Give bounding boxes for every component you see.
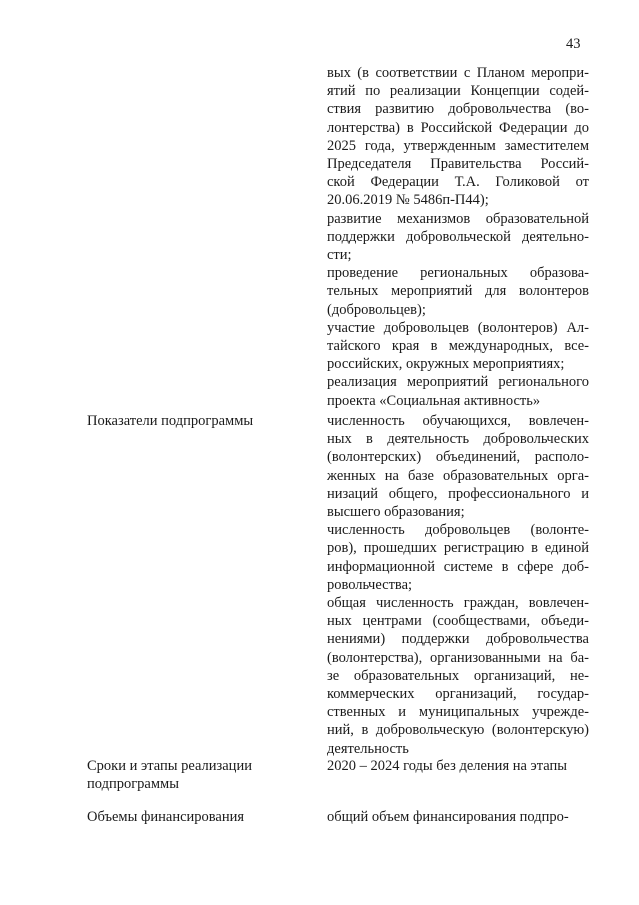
text-line: коммерческих организаций, государ- [327, 686, 589, 703]
text-line: ятий по реализации Концепции содей- [327, 83, 589, 100]
row-content [327, 64, 589, 410]
row-content [327, 412, 589, 758]
text-line: проведение региональных образова- [327, 265, 589, 282]
text-line: информационной системе в сфере доб- [327, 558, 589, 575]
text-line: высшего образования; [327, 504, 465, 521]
row-label: Объемы финансирования [87, 809, 245, 825]
text-line: ров), прошедших регистрацию в единой [327, 540, 589, 557]
text-line: (добровольцев); [327, 301, 426, 318]
text-line: сти; [327, 247, 352, 264]
text-line: 2020 – 2024 годы без деления на этапы [327, 758, 568, 774]
row-content [327, 757, 589, 775]
text-line: деятельность [327, 740, 409, 757]
text-line: ской Федерации Т.А. Голиковой от [327, 174, 589, 191]
text-line: численность добровольцев (волонте- [327, 522, 589, 539]
text-line: российских, окружных мероприятиях; [327, 356, 565, 373]
text-line: 20.06.2019 № 5486п-П44); [327, 192, 489, 209]
text-line: вых (в соответствии с Планом меропри- [327, 65, 589, 81]
text-line: (волонтерства), организованными на ба- [327, 649, 589, 666]
row-label: Сроки и этапы реализации подпрограммы [87, 758, 252, 793]
paragraph [327, 412, 589, 521]
text-line: (волонтерских) объединений, располо- [327, 449, 589, 466]
paragraph [327, 808, 589, 826]
text-line: нениями) поддержки добровольчества [327, 631, 589, 648]
text-line: ровольчества; [327, 576, 413, 593]
row-content [327, 808, 589, 826]
text-line: общий объем финансирования подпро- [327, 809, 569, 825]
text-line: реализация мероприятий регионального [327, 374, 589, 391]
paragraph [327, 757, 589, 775]
text-line: проекта «Социальная активность» [327, 392, 541, 409]
text-line: ных центрами (сообществами, объеди- [327, 613, 589, 630]
text-line: ных в деятельность добровольческих [327, 431, 589, 448]
text-line: развитие механизмов образовательной [327, 210, 589, 227]
paragraph [327, 373, 589, 409]
text-line: тельных мероприятий для волонтеров [327, 283, 589, 300]
text-line: ственных и муниципальных учрежде- [327, 704, 589, 721]
paragraph [327, 521, 589, 594]
text-line: Председателя Правительства Россий- [327, 156, 589, 173]
text-line: участие добровольцев (волонтеров) Ал- [327, 319, 589, 336]
page-number: 43 [566, 36, 581, 52]
text-line: женных на базе образовательных орга- [327, 467, 589, 484]
text-line: зе образовательных организаций, не- [327, 667, 589, 684]
text-line: ний, в добровольческую (волонтерскую) [327, 722, 589, 739]
text-line: численность обучающихся, вовлечен- [327, 413, 589, 429]
text-line: лонтерства) в Российской Федерации до [327, 119, 589, 136]
paragraph [327, 264, 589, 319]
row-label: Показатели подпрограммы [87, 413, 254, 429]
text-line: тайского края в международных, все- [327, 338, 589, 355]
paragraph [327, 64, 589, 210]
text-line: низаций общего, профессионального и [327, 485, 589, 502]
text-line: общая численность граждан, вовлечен- [327, 595, 589, 612]
paragraph [327, 594, 589, 758]
text-line: ствия развитию добровольчества (во- [327, 101, 589, 118]
paragraph [327, 210, 589, 265]
text-line: поддержки добровольческой деятельно- [327, 228, 589, 245]
paragraph [327, 319, 589, 374]
text-line: 2025 года, утвержденным заместителем [327, 137, 589, 154]
